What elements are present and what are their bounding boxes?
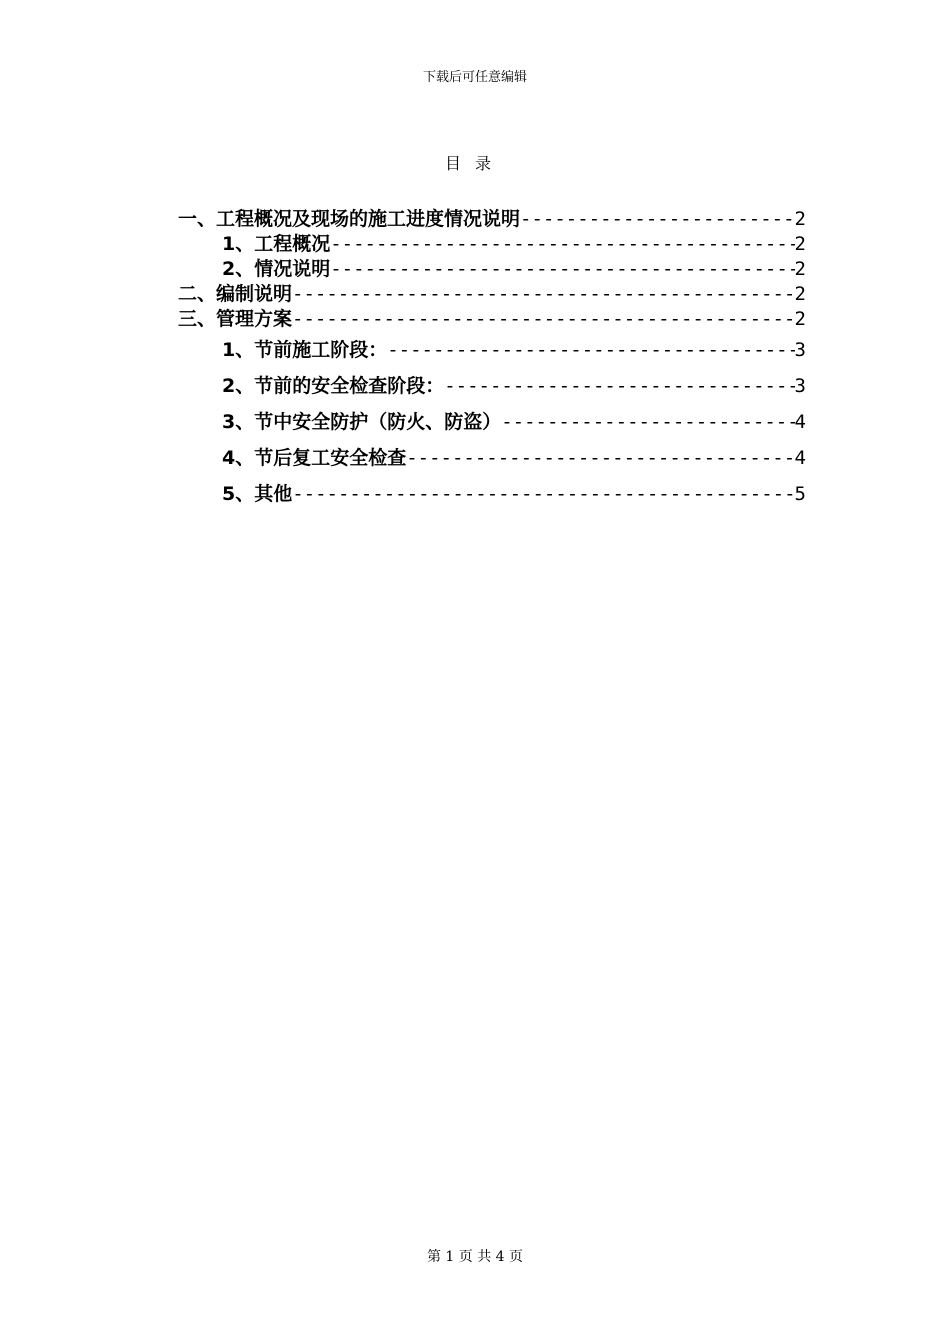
toc-page-number: 4 [794,447,806,469]
toc-page-number: 2 [794,258,806,280]
toc-leader [330,257,794,282]
toc-entry-text: 一、工程概况及现场的施工进度情况说明 [178,208,521,230]
toc-entry[interactable] [178,476,806,512]
toc-page-number: 2 [794,233,806,255]
toc-leader [330,232,794,257]
toc-entry-text: 2、节前的安全检查阶段： [222,375,445,397]
toc-entry[interactable] [178,368,806,404]
toc-page-number: 2 [794,308,806,330]
table-of-contents [178,207,806,512]
page-footer: 第 1 页 共 4 页 [426,1249,524,1265]
toc-entry-text: 4、节后复工安全检查 [222,447,407,469]
toc-entry-text: 二、编制说明 [178,283,293,305]
toc-entry-text: 3、节中安全防护（防火、防盗） [222,411,502,433]
toc-leader [444,368,794,404]
toc-leader [292,307,795,332]
toc-leader [501,404,794,440]
toc-leader [292,476,794,512]
toc-entry[interactable] [178,282,806,307]
toc-entry[interactable] [178,307,806,332]
toc-page-number: 4 [794,411,806,433]
toc-entry[interactable] [178,404,806,440]
toc-entry[interactable] [178,257,806,282]
toc-page-number: 2 [794,283,806,305]
toc-entry[interactable] [178,232,806,257]
toc-entry-text: 1、工程概况 [222,233,331,255]
toc-entry-text: 2、情况说明 [222,258,331,280]
toc-page-number: 3 [794,375,806,397]
toc-leader [387,332,794,368]
toc-entry[interactable] [178,440,806,476]
toc-entry-text: 5、其他 [222,483,293,505]
toc-leader [292,282,795,307]
toc-title: 目录 [444,154,505,173]
toc-leader [520,207,795,232]
toc-entry-text: 三、管理方案 [178,308,293,330]
toc-entry[interactable] [178,207,806,232]
toc-page-number: 3 [794,339,806,361]
toc-page-number: 5 [794,483,806,505]
toc-entry[interactable] [178,332,806,368]
page-header: 下载后可任意编辑 [422,70,527,85]
toc-entry-text: 1、节前施工阶段： [222,339,388,361]
toc-leader [406,440,794,476]
toc-page-number: 2 [794,208,806,230]
